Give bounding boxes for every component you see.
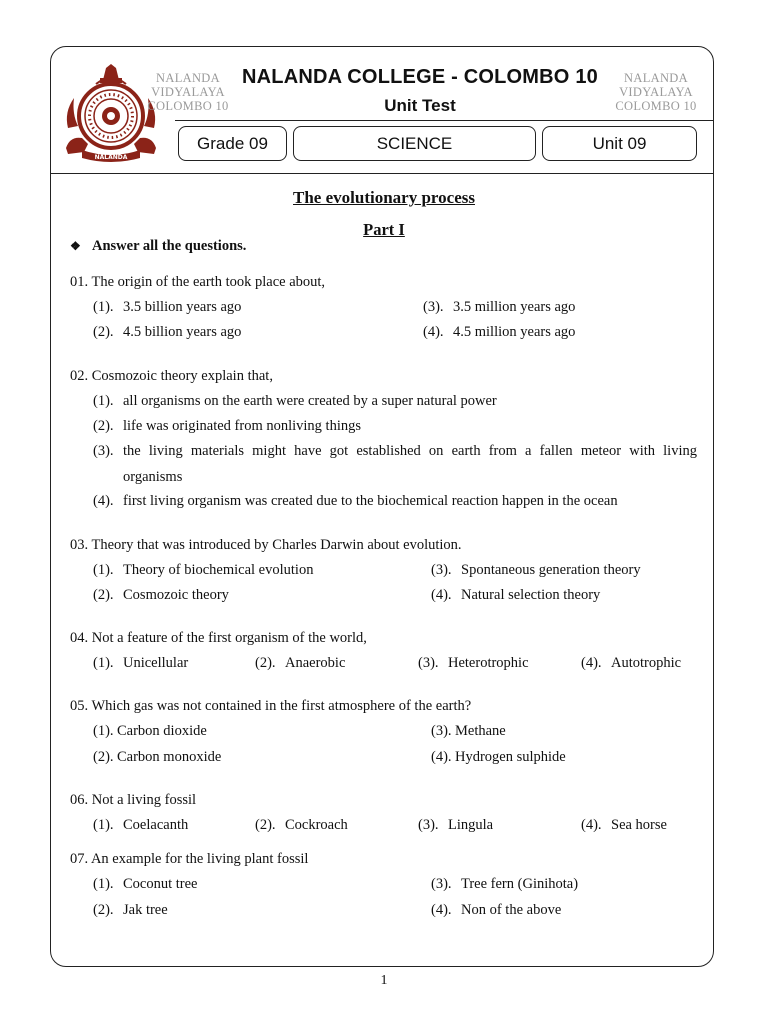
option-number: (1). xyxy=(93,393,114,409)
question-3 xyxy=(70,537,462,554)
option xyxy=(93,655,188,672)
option-number: (3). xyxy=(431,876,452,892)
option-text: first living organism was created due to the biochemical reaction happen in the ocean xyxy=(123,493,618,509)
option xyxy=(423,324,575,341)
option-number: (2). xyxy=(93,587,114,603)
option xyxy=(93,817,188,834)
option-text: Sea horse xyxy=(611,817,667,833)
option-number: (4). xyxy=(581,817,602,833)
option xyxy=(431,562,641,579)
page-number: 1 xyxy=(380,973,388,988)
watermark-line: VIDYALAYA xyxy=(619,85,693,99)
option xyxy=(431,587,600,604)
option-number: (4). xyxy=(581,655,602,671)
option xyxy=(255,655,345,672)
watermark-line: NALANDA xyxy=(624,71,688,85)
option-text: Non of the above xyxy=(461,902,562,918)
option-number: (3). xyxy=(418,817,439,833)
option-text: 3.5 million years ago xyxy=(453,299,576,315)
question-number: 04. xyxy=(70,630,89,646)
option-text: Unicellular xyxy=(123,655,189,671)
option-number: (1). xyxy=(93,876,114,892)
option-text: Coelacanth xyxy=(123,817,189,833)
unit-box xyxy=(542,126,697,161)
instruction xyxy=(70,238,246,255)
option xyxy=(93,587,229,604)
option-number: (4). xyxy=(423,324,444,340)
option-text: life was originated from nonliving things xyxy=(123,418,362,434)
watermark-right xyxy=(613,71,699,113)
option xyxy=(93,393,497,410)
option-number: (2). xyxy=(93,324,114,340)
question-2 xyxy=(70,368,273,385)
question-number: 07. xyxy=(70,851,89,867)
option xyxy=(93,438,697,490)
question-6 xyxy=(70,792,196,809)
option-text: Theory of biochemical evolution xyxy=(123,562,314,578)
subject-box xyxy=(293,126,536,161)
option-number: (1). xyxy=(93,299,114,315)
question-number: 01. xyxy=(70,274,89,290)
grade-box xyxy=(178,126,287,161)
option xyxy=(93,723,207,740)
question-text: An example for the living plant fossil xyxy=(90,851,309,867)
option-number: (4). xyxy=(431,902,452,918)
option xyxy=(581,817,667,834)
option xyxy=(93,299,241,316)
option xyxy=(431,749,566,766)
option-number: (1). xyxy=(93,817,114,833)
question-number: 03. xyxy=(70,537,89,553)
option-text: Methane xyxy=(455,723,506,739)
option xyxy=(93,562,313,579)
option-text-continued: organisms xyxy=(123,469,183,485)
option-number: (2). xyxy=(93,902,114,918)
option-text: Spontaneous generation theory xyxy=(461,562,641,578)
option-number: (2). xyxy=(93,749,114,765)
option-text: Jak tree xyxy=(123,902,168,918)
question-text: Which gas was not contained in the first atmosphere of the earth? xyxy=(91,698,472,714)
option-text: Natural selection theory xyxy=(461,587,601,603)
watermark-line: NALANDA xyxy=(156,71,220,85)
question-number: 05. xyxy=(70,698,89,714)
watermark-line: VIDYALAYA xyxy=(151,85,225,99)
option xyxy=(93,902,168,919)
question-text: Not a feature of the first organism of the world, xyxy=(91,630,367,646)
college-name: NALANDA COLLEGE - COLOMBO 10 xyxy=(242,66,598,88)
unit-label: Unit 09 xyxy=(592,133,647,153)
watermark-left xyxy=(146,71,230,113)
option xyxy=(93,493,618,510)
part-heading: Part I xyxy=(363,220,405,239)
option-text: Hydrogen sulphide xyxy=(455,749,566,765)
question-number: 06. xyxy=(70,792,89,808)
question-text: Not a living fossil xyxy=(91,792,197,808)
option-text: the living materials might have got established on earth from a fallen meteor with living xyxy=(123,443,697,459)
option-text: 3.5 billion years ago xyxy=(123,299,242,315)
paper-title: The evolutionary process xyxy=(293,188,475,207)
question-7 xyxy=(70,851,308,868)
option xyxy=(93,876,198,893)
grade-label: Grade 09 xyxy=(197,133,268,153)
option-number: (2). xyxy=(93,418,114,434)
crest-scroll-text: NALANDA xyxy=(94,154,128,161)
option xyxy=(423,299,575,316)
option-number: (3). xyxy=(431,562,452,578)
watermark-line: COLOMBO 10 xyxy=(615,99,697,113)
option-text: Cockroach xyxy=(285,817,348,833)
option-text: all organisms on the earth were created by a super natural power xyxy=(123,393,497,409)
option-text: Coconut tree xyxy=(123,876,198,892)
option-number: (2). xyxy=(255,655,276,671)
instruction-text: Answer all the questions. xyxy=(92,238,247,254)
option-text: Anaerobic xyxy=(285,655,346,671)
watermark-line: COLOMBO 10 xyxy=(147,99,229,113)
option-number: (3). xyxy=(93,443,114,459)
option-text: Carbon dioxide xyxy=(117,723,207,739)
question-text: The origin of the earth took place about, xyxy=(91,274,326,290)
option-text: Lingula xyxy=(448,817,494,833)
option-number: (1). xyxy=(93,562,114,578)
option-text: Tree fern (Ginihota) xyxy=(461,876,579,892)
option-number: (1). xyxy=(93,655,114,671)
option-text: Heterotrophic xyxy=(448,655,529,671)
question-text: Cosmozoic theory explain that, xyxy=(91,368,273,384)
option xyxy=(93,324,241,341)
option-text: Cosmozoic theory xyxy=(123,587,229,603)
option-number: (3). xyxy=(423,299,444,315)
option-text: 4.5 billion years ago xyxy=(123,324,242,340)
option xyxy=(431,902,561,919)
option-text: Carbon monoxide xyxy=(117,749,222,765)
option xyxy=(93,418,361,435)
option xyxy=(581,655,681,672)
subject-label: SCIENCE xyxy=(376,133,453,153)
option-number: (3). xyxy=(431,723,452,739)
question-number: 02. xyxy=(70,368,89,384)
option-number: (4). xyxy=(431,749,452,765)
option-text: 4.5 million years ago xyxy=(453,324,576,340)
question-text: Theory that was introduced by Charles Darwin about evolution. xyxy=(91,537,462,553)
question-4 xyxy=(70,630,367,647)
option-number: (4). xyxy=(431,587,452,603)
option xyxy=(418,655,529,672)
option-text: Autotrophic xyxy=(611,655,682,671)
question-5 xyxy=(70,698,471,715)
option xyxy=(93,749,221,766)
option-number: (4). xyxy=(93,493,114,509)
option-number: (1). xyxy=(93,723,114,739)
question-1 xyxy=(70,274,325,291)
test-type: Unit Test xyxy=(384,96,456,115)
option xyxy=(418,817,493,834)
diamond-bullet-icon: ❖ xyxy=(70,239,81,253)
option xyxy=(431,876,578,893)
header-divider xyxy=(175,120,714,121)
option xyxy=(255,817,348,834)
option-number: (3). xyxy=(418,655,439,671)
header-bottom-rule xyxy=(50,173,714,174)
option-number: (2). xyxy=(255,817,276,833)
option xyxy=(431,723,506,740)
